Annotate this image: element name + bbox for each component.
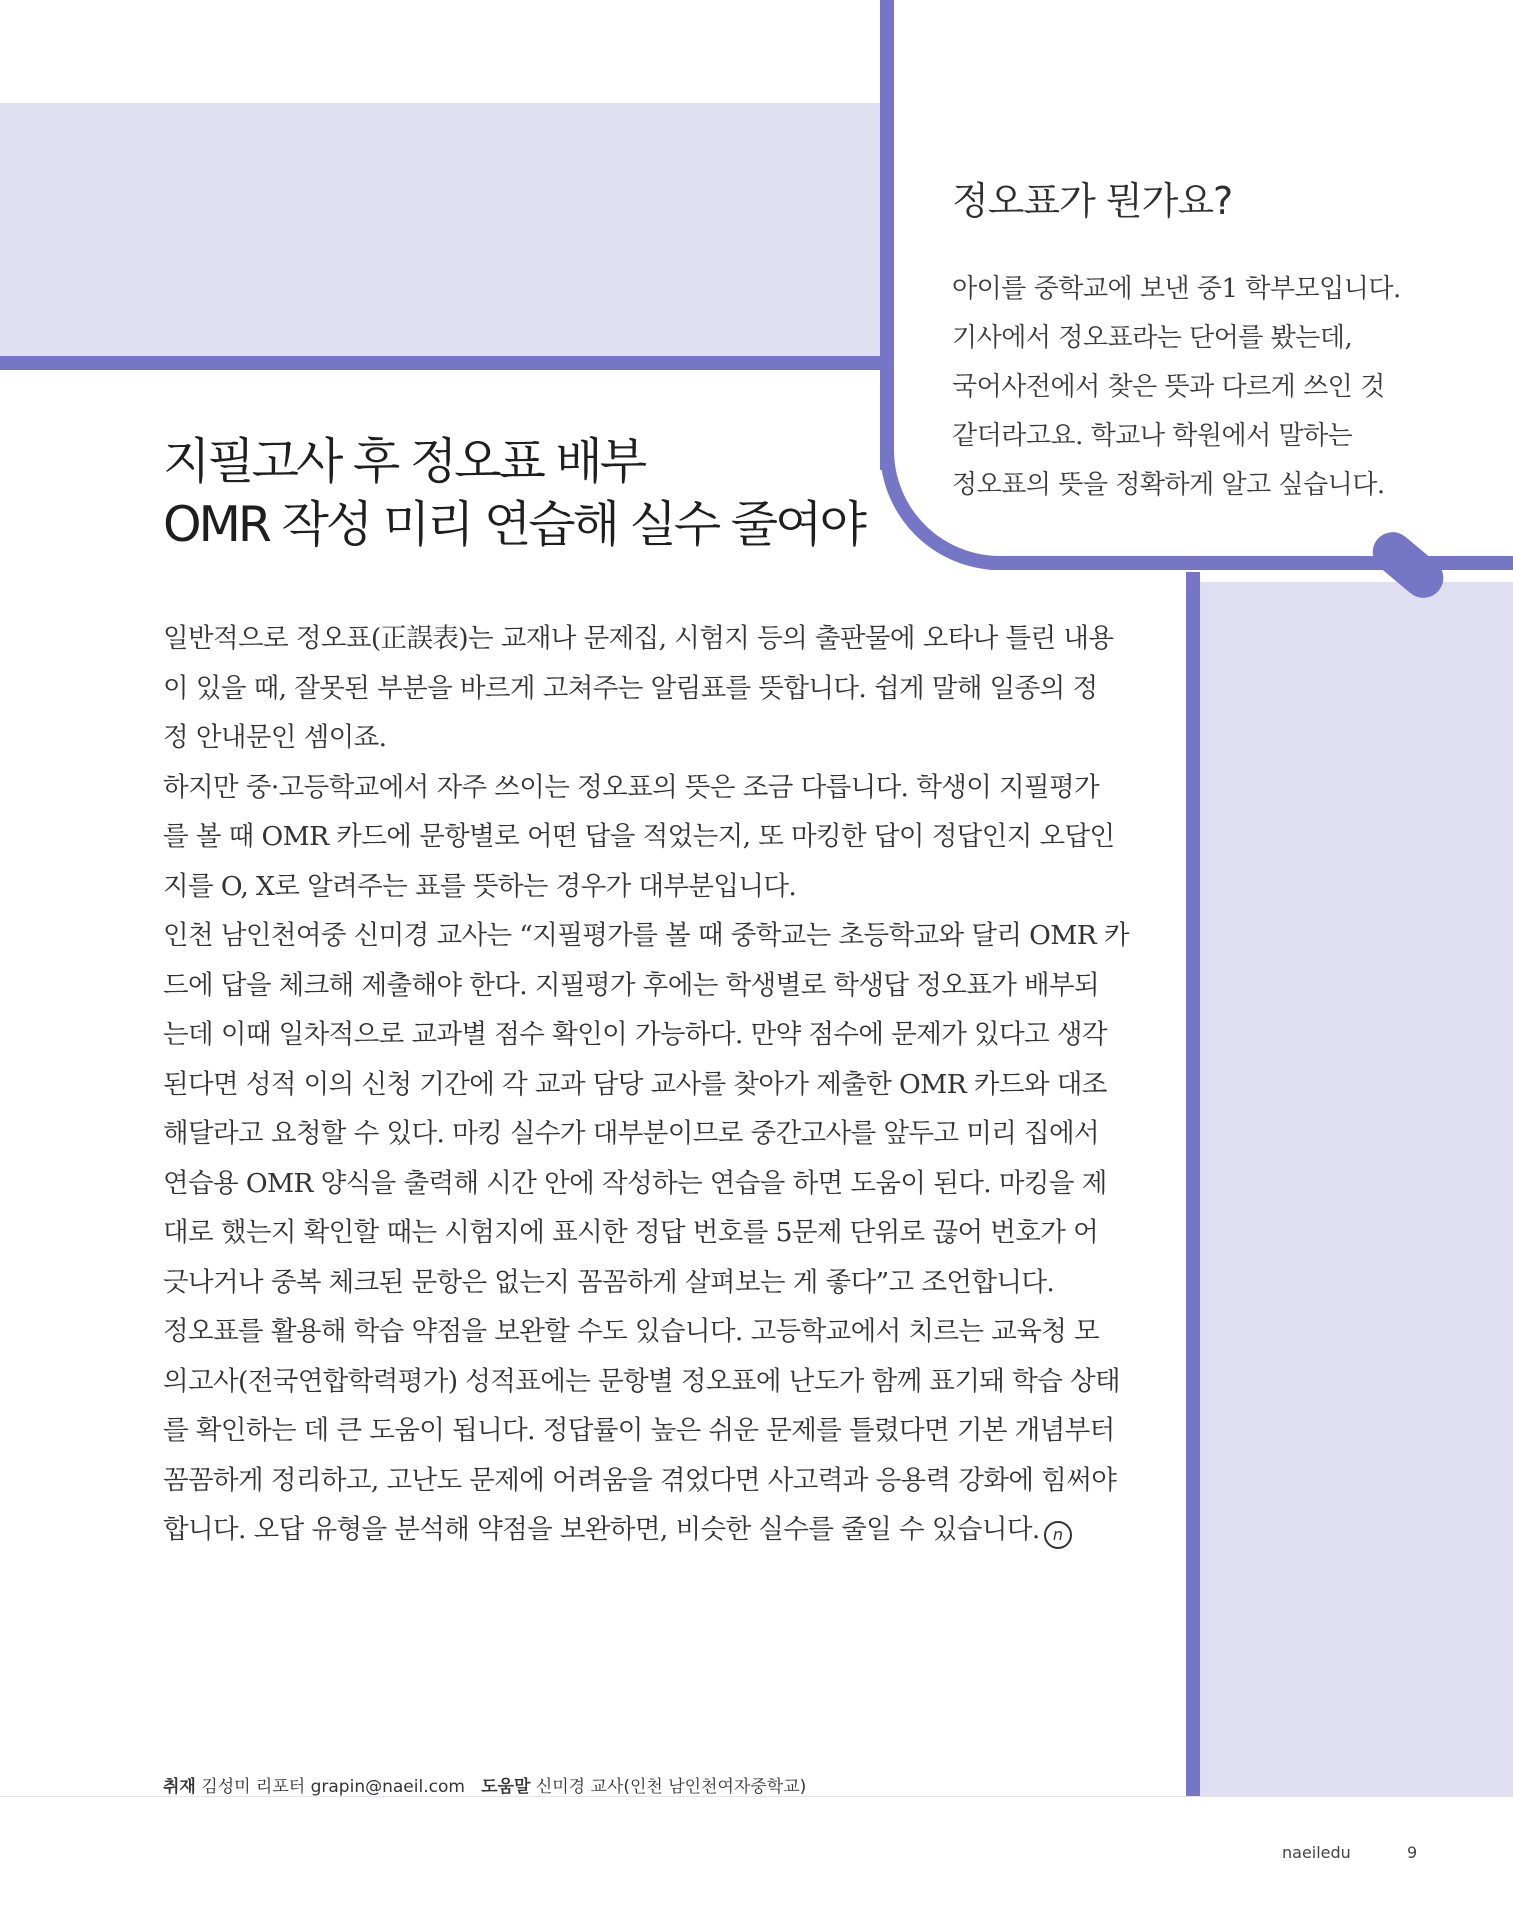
question-line: 정오표의 뜻을 정확하게 알고 싶습니다. [952, 470, 1385, 500]
question-line: 아이를 중학교에 보낸 중1 학부모입니다. [952, 274, 1401, 304]
credit-label-reporter: 취재 [163, 1777, 196, 1797]
article-line: 드에 답을 체크해 제출해야 한다. 지필평가 후에는 학생별로 학생답 정오표가 배부되 [163, 969, 1100, 1001]
article-line: 대로 했는지 확인할 때는 시험지에 표시한 정답 번호를 5문제 단위로 끊어 번호가 어 [163, 1217, 1099, 1248]
frame-line-vertical-top [880, 0, 894, 470]
frame-line-horizontal-left [0, 356, 894, 370]
article-line: 일반적으로 정오표(正誤表)는 교재나 문제집, 시험지 등의 출판물에 오타나 틀린 내용 [163, 623, 1114, 654]
question-line: 같더라고요. 학교나 학원에서 말하는 [952, 421, 1353, 451]
article-line: 정오표를 활용해 학습 약점을 보완할 수도 있습니다. 고등학교에서 치르는 교육청 모 [163, 1316, 1100, 1347]
frame-line-vertical-right [1186, 572, 1200, 1797]
lavender-panel-right [1200, 582, 1513, 1797]
question-title: 정오표가 뭔가요? [952, 179, 1233, 223]
end-mark-icon: n [1044, 1521, 1072, 1549]
article-line: 해달라고 요청할 수 있다. 마킹 실수가 대부분이므로 중간고사를 앞두고 미리 집에서 [163, 1118, 1100, 1149]
headline [163, 430, 863, 556]
article-line: 이 있을 때, 잘못된 부분을 바르게 고쳐주는 알림표를 뜻합니다. 쉽게 말해 일종의 정 [163, 672, 1098, 704]
credit-reporter: 김성미 리포터 grapin@naeil.com [201, 1777, 465, 1797]
article-line: 된다면 성적 이의 신청 기간에 각 교과 담당 교사를 찾아가 제출한 OMR 카드와 대조 [163, 1068, 1107, 1100]
article-line-text: 합니다. 오답 유형을 분석해 약점을 보완하면, 비슷한 실수를 줄일 수 있습니다. [163, 1514, 1040, 1545]
article-line: 를 볼 때 OMR 카드에 문항별로 어떤 답을 적었는지, 또 마킹한 답이 정답인지 오답인 [163, 821, 1115, 852]
footer-brand: naeiledu [1282, 1843, 1351, 1862]
article-line: 정 안내문인 셈이죠. [163, 722, 387, 753]
question-line: 국어사전에서 찾은 뜻과 다르게 쓰인 것 [952, 372, 1385, 402]
credits [163, 1772, 806, 1797]
article-line: 꼼꼼하게 정리하고, 고난도 문제에 어려움을 겪었다면 사고력과 응용력 강화에 힘써야 [163, 1464, 1117, 1496]
article-line: 연습용 OMR 양식을 출력해 시간 안에 작성하는 연습을 하면 도움이 된다. 마킹을 제 [163, 1167, 1107, 1199]
article-line: 긋나거나 중복 체크된 문항은 없는지 꼼꼼하게 살펴보는 게 좋다”고 조언합니다. [163, 1266, 1055, 1298]
question-body [952, 265, 1422, 510]
article-line: 를 확인하는 데 큰 도움이 됩니다. 정답률이 높은 쉬운 문제를 틀렸다면 기본 개념부터 [163, 1415, 1115, 1446]
question-line: 기사에서 정오표라는 단어를 봤는데, [952, 323, 1353, 353]
article-last-line [163, 1505, 1123, 1555]
article-line: 인천 남인천여중 신미경 교사는 “지필평가를 볼 때 중학교는 초등학교와 달리 OMR 카 [163, 920, 1129, 951]
article-line: 지를 O, X로 알려주는 표를 뜻하는 경우가 대부분입니다. [163, 870, 797, 902]
headline-line-2: OMR 작성 미리 연습해 실수 줄여야 [163, 496, 864, 553]
page-number: 9 [1407, 1843, 1418, 1862]
article-line: 하지만 중·고등학교에서 자주 쓰이는 정오표의 뜻은 조금 다릅니다. 학생이 지필평가 [163, 771, 1100, 803]
lavender-panel-top [0, 103, 880, 356]
article-line: 의고사(전국연합학력평가) 성적표에는 문항별 정오표에 난도가 함께 표기돼 학습 상태 [163, 1365, 1121, 1397]
credit-label-advisor: 도움말 [481, 1777, 531, 1797]
credit-advisor: 신미경 교사(인천 남인천여자중학교) [535, 1777, 807, 1797]
headline-line-1: 지필고사 후 정오표 배부 [163, 433, 645, 490]
article-body [163, 614, 1129, 1555]
article-line: 는데 이때 일차적으로 교과별 점수 확인이 가능하다. 만약 점수에 문제가 있다고 생각 [163, 1019, 1107, 1050]
